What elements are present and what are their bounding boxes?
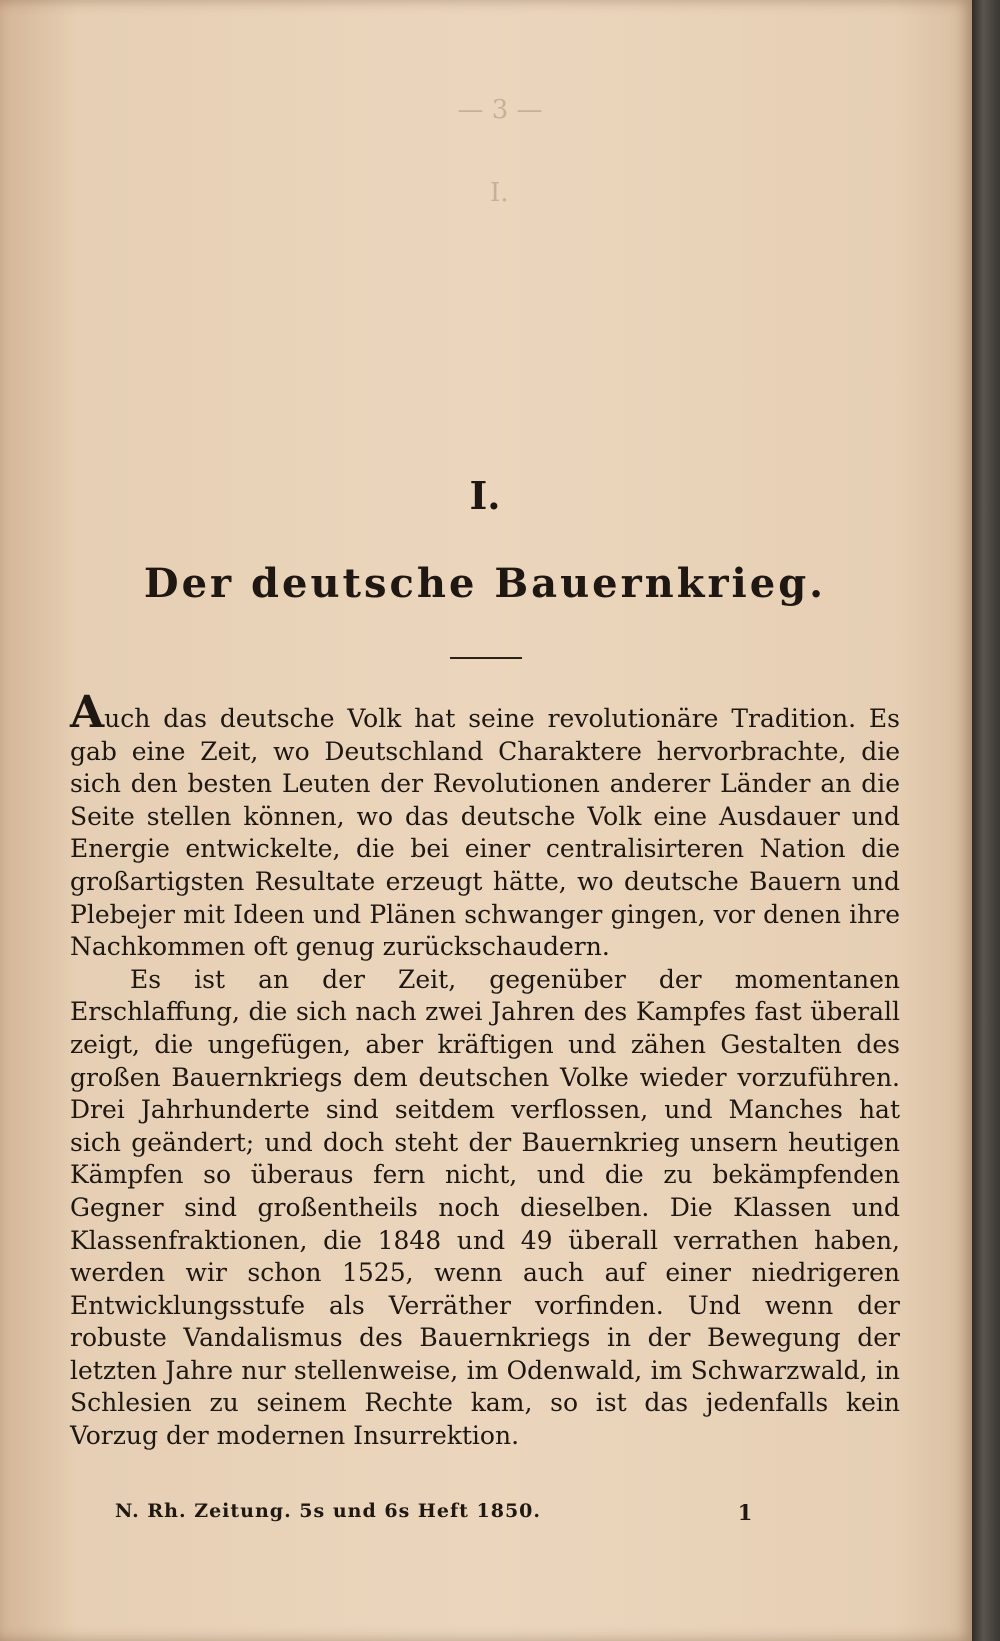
running-head: — 3 — bbox=[457, 95, 543, 125]
title-rule bbox=[450, 657, 522, 659]
paragraph-1-text: uch das deutsche Volk hat seine revolutionäre Tradition. Es gab eine Zeit, wo Deutschland Charaktere hervorbrachte, die sich den besten Leuten der Revolutionen anderer Länder an die Seite stellen können, wo das deutsche Volk eine Ausdauer und Energie entwickelte, die bei einer centralisirteren Nation die großartigsten Resultate erzeugt hätte, wo deutsche Bauern und Plebejer mit Ideen und Plänen schwanger gingen, vor denen ihre Nachkommen oft genug zurückschaudern. bbox=[70, 704, 900, 962]
paragraph-2: Es ist an der Zeit, gegenüber der momentanen Erschlaffung, die sich nach zwei Jahren des Kampfes fast überall zeigt, die ungefügen, aber kräftigen und zähen Gestalten des großen Bauernkriegs dem deutschen Volke wieder vorzuführen. Drei Jahrhunderte sind seitdem verflossen, und Manches hat sich geändert; und doch steht der Bauernkrieg unsern heutigen Kämpfen so überaus fern nicht, und die zu bekämpfenden Gegner sind großentheils noch dieselben. Die Klassen und Klassenfraktionen, die 1848 und 49 überall verrathen haben, werden wir schon 1525, wenn auch auf einer niedrigeren Entwicklungsstufe als Verräther vorfinden. Und wenn der robuste Vandalismus des Bauernkriegs in der Bewegung der letzten Jahre nur stellenweise, im Odenwald, im Schwarzwald, in Schlesien zu seinem Rechte kam, so ist das jedenfalls kein Vorzug der modernen Insurrektion. bbox=[70, 964, 900, 1451]
chapter-numeral: I. bbox=[469, 473, 501, 518]
book-edge bbox=[972, 0, 1000, 1641]
signature-mark: 1 bbox=[737, 1500, 753, 1525]
body-text bbox=[70, 687, 900, 1453]
chapter-title: Der deutsche Bauernkrieg. bbox=[143, 560, 827, 607]
drop-cap: A bbox=[70, 687, 105, 738]
paragraph-1 bbox=[70, 687, 900, 964]
page-content bbox=[70, 0, 900, 1641]
bleed-through-numeral: I. bbox=[490, 178, 509, 208]
footer-imprint: N. Rh. Zeitung. 5s und 6s Heft 1850. bbox=[115, 1500, 542, 1522]
